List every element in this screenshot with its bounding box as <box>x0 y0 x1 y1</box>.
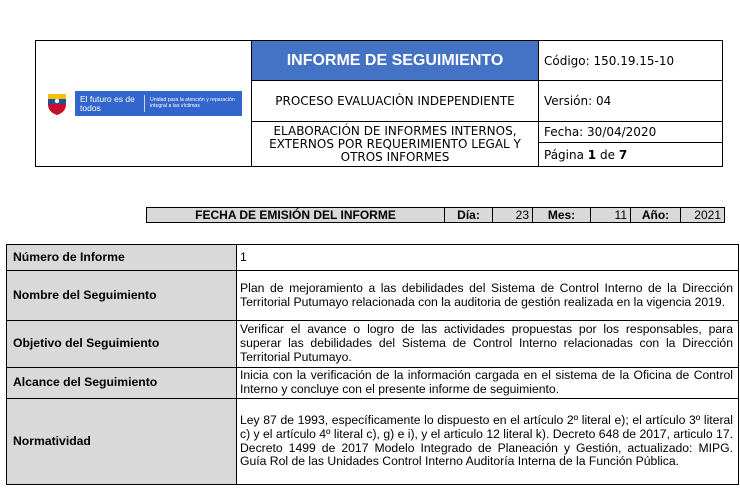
document-date: Fecha: 30/04/2020 <box>539 122 723 143</box>
page-current: 1 <box>587 147 597 162</box>
table-row <box>7 399 739 485</box>
logo-main-text: El futuro es de todos <box>80 94 135 113</box>
page-prefix: Página <box>544 147 584 162</box>
year-value: 2021 <box>681 208 725 223</box>
page-total: 7 <box>618 147 628 162</box>
report-number-label: Número de Informe <box>7 245 237 271</box>
logo-sub-text: Unidad para la atención y reparación integral a las víctimas <box>150 96 235 109</box>
emission-label: FECHA DE EMISIÓN DEL INFORME <box>147 208 445 223</box>
table-row <box>7 321 739 368</box>
followup-scope-label: Alcance del Seguimiento <box>7 368 237 399</box>
page-of: de <box>599 147 615 162</box>
followup-scope-value: Inicia con la verificación de la información cargada en el sistema de la Oficina de Control Interno y concluye con el presente informe de seguimiento. <box>237 368 739 399</box>
followup-name-label: Nombre del Seguimiento <box>7 271 237 321</box>
page-number <box>539 143 723 167</box>
logo-band <box>75 91 242 116</box>
logo-cell <box>36 41 252 167</box>
month-label: Mes: <box>533 208 591 223</box>
followup-name-value: Plan de mejoramiento a las debilidades del Sistema de Control Interno de la Dirección Territorial Putumayo relacionada con la auditoria de gestión realizada en la vigencia 2019. <box>237 271 739 321</box>
process-name: PROCESO EVALUACIÒN INDEPENDIENTE <box>252 81 539 122</box>
regulations-label: Normatividad <box>7 399 237 485</box>
table-row <box>7 245 739 271</box>
year-label: Año: <box>631 208 681 223</box>
institution-logo <box>36 91 251 116</box>
followup-objective-label: Objetivo del Seguimiento <box>7 321 237 368</box>
month-value: 11 <box>591 208 631 223</box>
day-value: 23 <box>493 208 533 223</box>
report-info-table <box>6 244 739 485</box>
document-header <box>35 40 723 167</box>
document-version: Versión: 04 <box>539 81 723 122</box>
table-row <box>7 368 739 399</box>
table-row <box>7 271 739 321</box>
followup-objective-value: Verificar el avance o logro de las actividades propuestas por los responsables, para superar las debilidades del Sistema de Control Interno relacionadas con la Dirección Territorial Putumayo. <box>237 321 739 368</box>
logo-divider <box>144 95 145 112</box>
report-title: INFORME DE SEGUIMIENTO <box>252 41 539 81</box>
coat-of-arms-icon <box>46 92 68 116</box>
regulations-value: Ley 87 de 1993, específicamente lo dispuesto en el artículo 2º literal e); el artículo 3º literal c) y el artículo 4º literal c), g) e i), y el articulo 12 literal k). Decreto 648 de 2017, articulo 17. Decreto 1499 de 2017 Modelo Integrado de Planeación y Gestión, actualizado: MIPG. Guía Rol de las Unidades Control Interno Auditoría Interna de la Función Pública. <box>237 399 739 485</box>
emission-date-bar <box>146 207 725 223</box>
report-number-value: 1 <box>237 245 739 271</box>
day-label: Día: <box>445 208 493 223</box>
subprocess-name: ELABORACIÓN DE INFORMES INTERNOS, EXTERNOS POR REQUERIMIENTO LEGAL Y OTROS INFORMES <box>252 122 539 167</box>
document-code: Código: 150.19.15-10 <box>539 41 723 81</box>
